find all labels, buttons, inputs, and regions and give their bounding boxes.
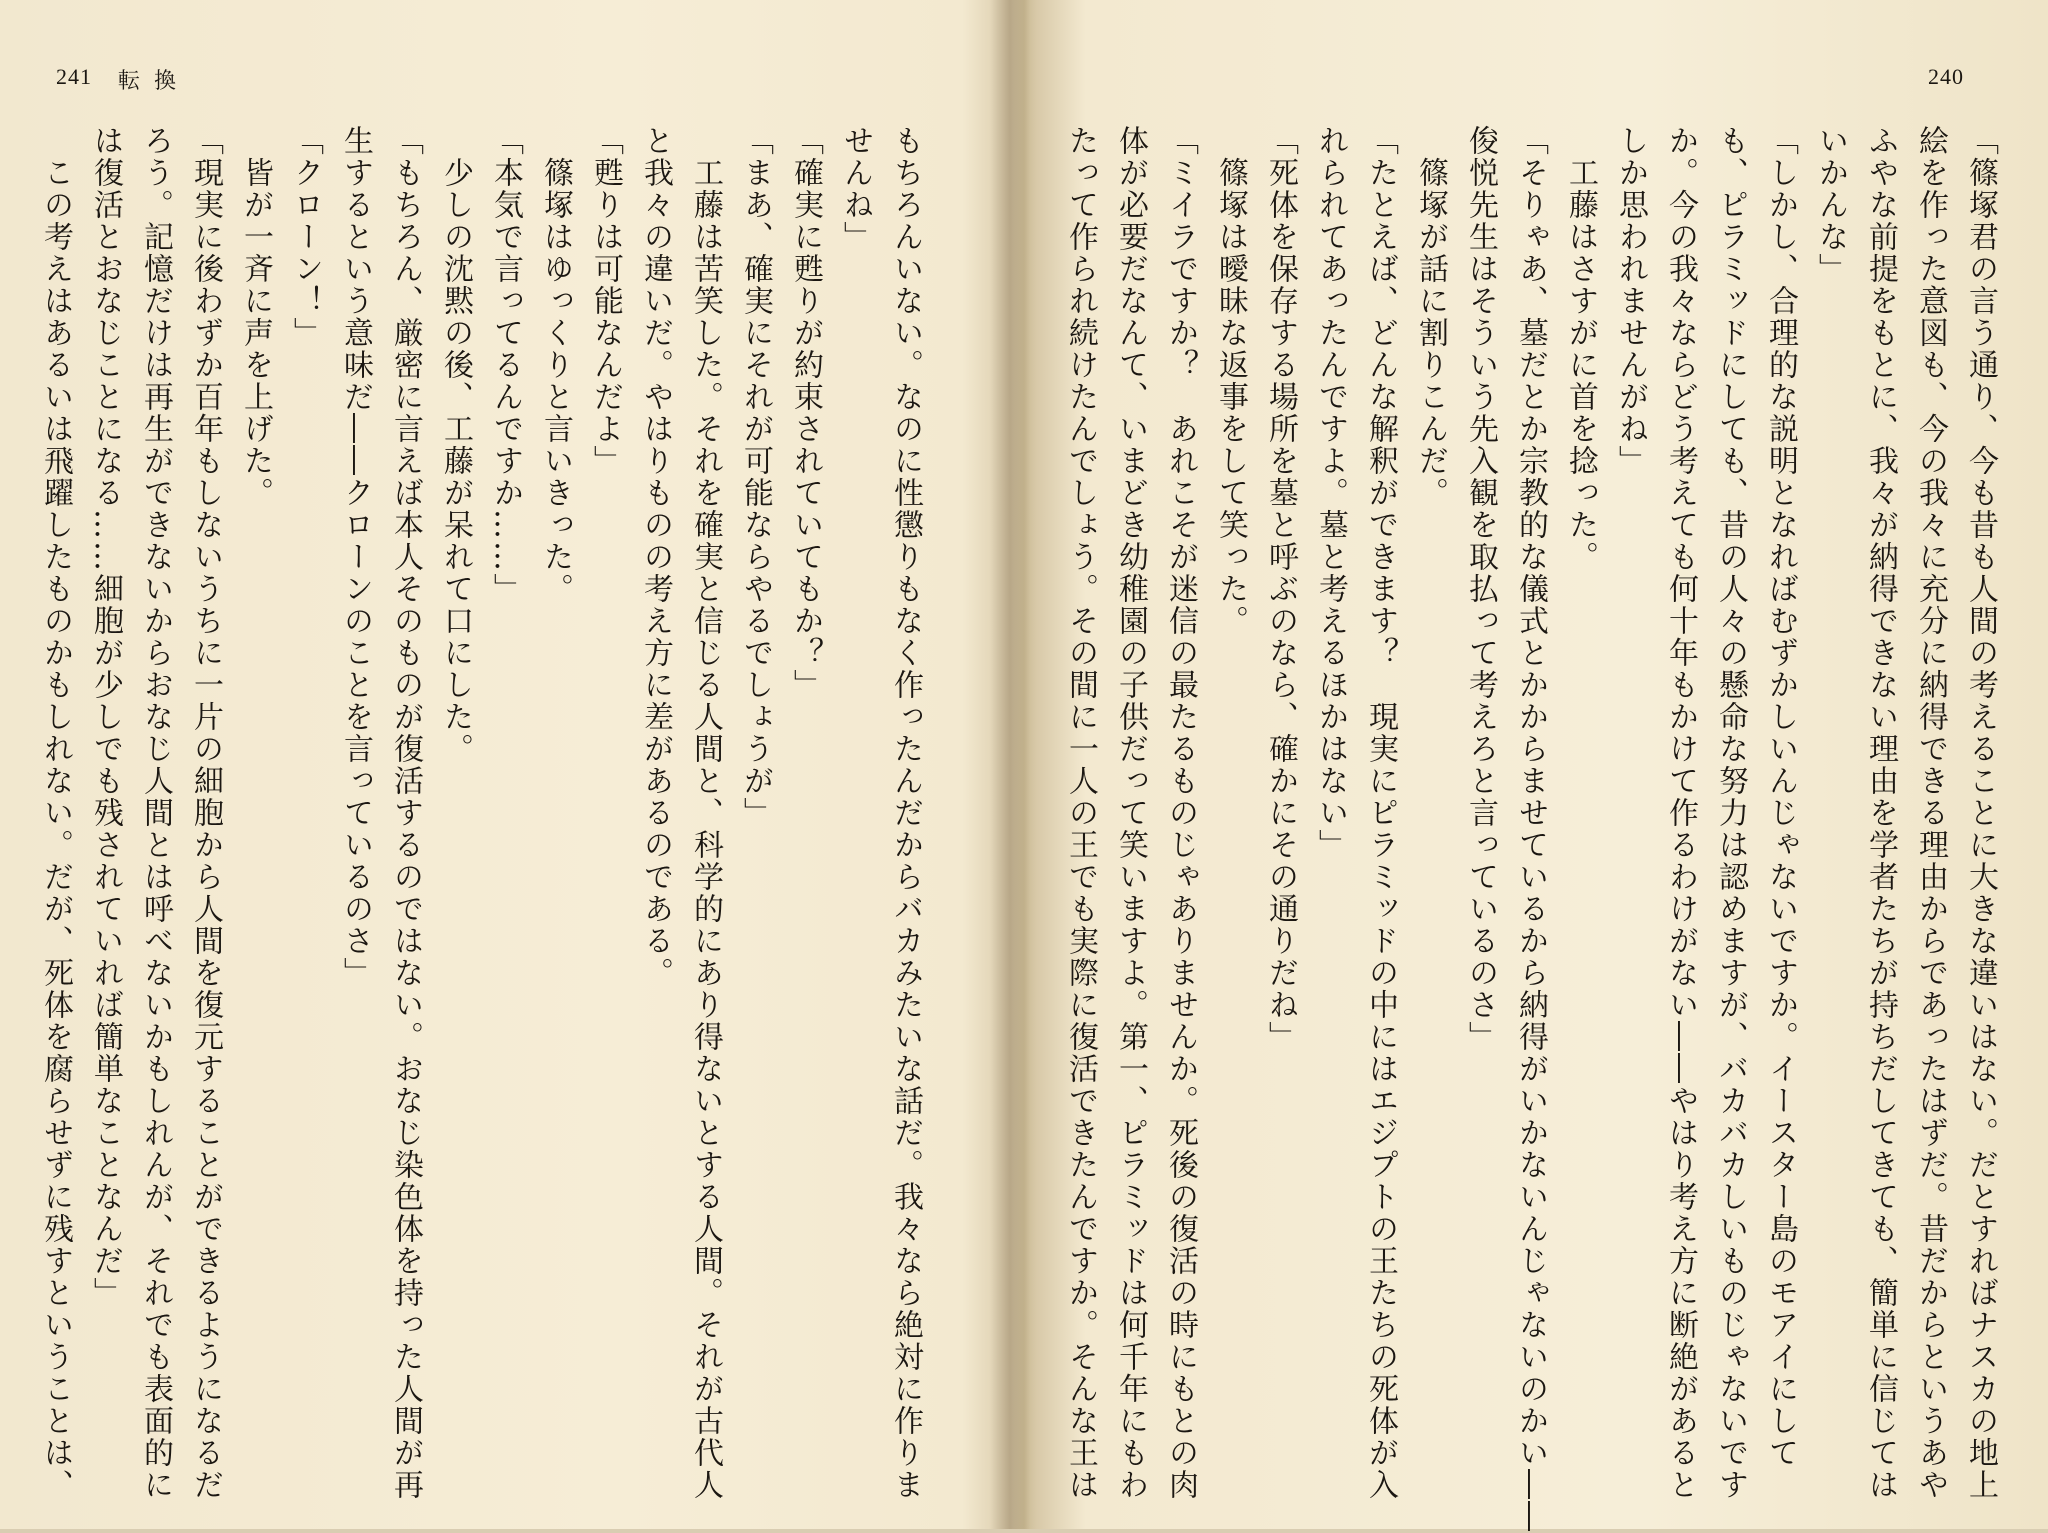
- text-line: ろう。記憶だけは再生ができないからおなじ人間とは呼べないかもしれんが、それでも表面的に: [138, 125, 173, 1501]
- text-line: 「本気で言ってるんですか……」: [488, 125, 523, 605]
- text-line: 絵を作った意図も、今の我々に充分に納得できる理由からであったはずだ。昔だからというあや: [1913, 125, 1948, 1501]
- text-line: れられてあったんですよ。墓と考えるほかはない」: [1313, 125, 1348, 861]
- left-page-number: 241: [56, 64, 92, 89]
- text-line: と我々の違いだ。やはりものの考え方に差があるのである。: [638, 125, 673, 989]
- text-line: 俊悦先生はそういう先入観を取払って考えろと言っているのさ」: [1463, 125, 1498, 1053]
- text-line: 篠塚はゆっくりと言いきった。: [538, 125, 573, 605]
- left-page-text: [38, 125, 930, 1501]
- text-line: 少しの沈黙の後、工藤が呆れて口にした。: [438, 125, 473, 765]
- running-head: 転換: [118, 69, 191, 94]
- text-line: 「篠塚君の言う通り、今も昔も人間の考えることに大きな違いはない。だとすればナスカの地上: [1963, 125, 1998, 1501]
- text-line: 「死体を保存する場所を墓と呼ぶのなら、確かにその通りだね」: [1263, 125, 1298, 1053]
- text-line: は復活とおなじことになる……細胞が少しでも残されていれば簡単なことなんだ」: [88, 125, 123, 1309]
- text-line: 篠塚が話に割りこんだ。: [1413, 125, 1448, 509]
- text-line: たって作られ続けたんでしょう。その間に一人の王でも実際に復活できたんですか。そんな王は: [1063, 125, 1098, 1501]
- text-line: 生するという意味だ――クローンのことを言っているのさ」: [338, 125, 373, 989]
- text-line: 「たとえば、どんな解釈ができます？ 現実にピラミッドの中にはエジプトの王たちの死体が入: [1363, 125, 1398, 1501]
- text-line: この考えはあるいは飛躍したものかもしれない。だが、死体を腐らせずに残すということは、: [38, 125, 73, 1501]
- text-line: 「現実に後わずか百年もしないうちに一片の細胞から人間を復元することができるようになるだ: [188, 125, 223, 1501]
- text-line: 「クローン！」: [288, 125, 323, 349]
- text-line: 工藤は苦笑した。それを確実と信じる人間と、科学的にあり得ないとする人間。それが古代人: [688, 125, 723, 1501]
- text-line: 「確実に甦りが約束されていてもか？」: [788, 125, 823, 701]
- text-line: もちろんいない。なのに性懲りもなく作ったんだからバカみたいな話だ。我々なら絶対に作りま: [888, 125, 923, 1501]
- text-line: 「そりゃあ、墓だとか宗教的な儀式とかからませているから納得がいかないんじゃないのかい――: [1513, 125, 1548, 1533]
- text-line: 「もちろん、厳密に言えば本人そのものが復活するのではない。おなじ染色体を持った人間が再: [388, 125, 423, 1501]
- right-page-number: 240: [1928, 64, 1964, 89]
- text-line: しか思われませんがね」: [1613, 125, 1648, 477]
- text-line: 体が必要だなんて、いまどき幼稚園の子供だって笑いますよ。第一、ピラミッドは何千年にもわ: [1113, 125, 1148, 1501]
- text-line: 「しかし、合理的な説明となればむずかしいんじゃないですか。イースター島のモアイにして: [1763, 125, 1798, 1469]
- text-line: 「ミイラですか？ あれこそが迷信の最たるものじゃありませんか。死後の復活の時にもとの肉: [1163, 125, 1198, 1501]
- text-line: 篠塚は曖昧な返事をして笑った。: [1213, 125, 1248, 637]
- text-line: か。今の我々ならどう考えても何十年もかけて作るわけがない――やはり考え方に断絶があると: [1663, 125, 1698, 1501]
- text-line: も、ピラミッドにしても、昔の人々の懸命な努力は認めますが、バカバカしいものじゃないです: [1713, 125, 1748, 1501]
- text-line: 「甦りは可能なんだよ」: [588, 125, 623, 477]
- right-page-text: [1063, 125, 2005, 1533]
- text-line: 皆が一斉に声を上げた。: [238, 125, 273, 509]
- text-line: いかんな」: [1813, 125, 1848, 285]
- text-line: ふやな前提をもとに、我々が納得できない理由を学者たちが持ちだしてきても、簡単に信じては: [1863, 125, 1898, 1501]
- text-line: せんね」: [838, 125, 873, 253]
- text-line: 工藤はさすがに首を捻った。: [1563, 125, 1598, 573]
- text-line: 「まあ、確実にそれが可能ならやるでしょうが」: [738, 125, 773, 829]
